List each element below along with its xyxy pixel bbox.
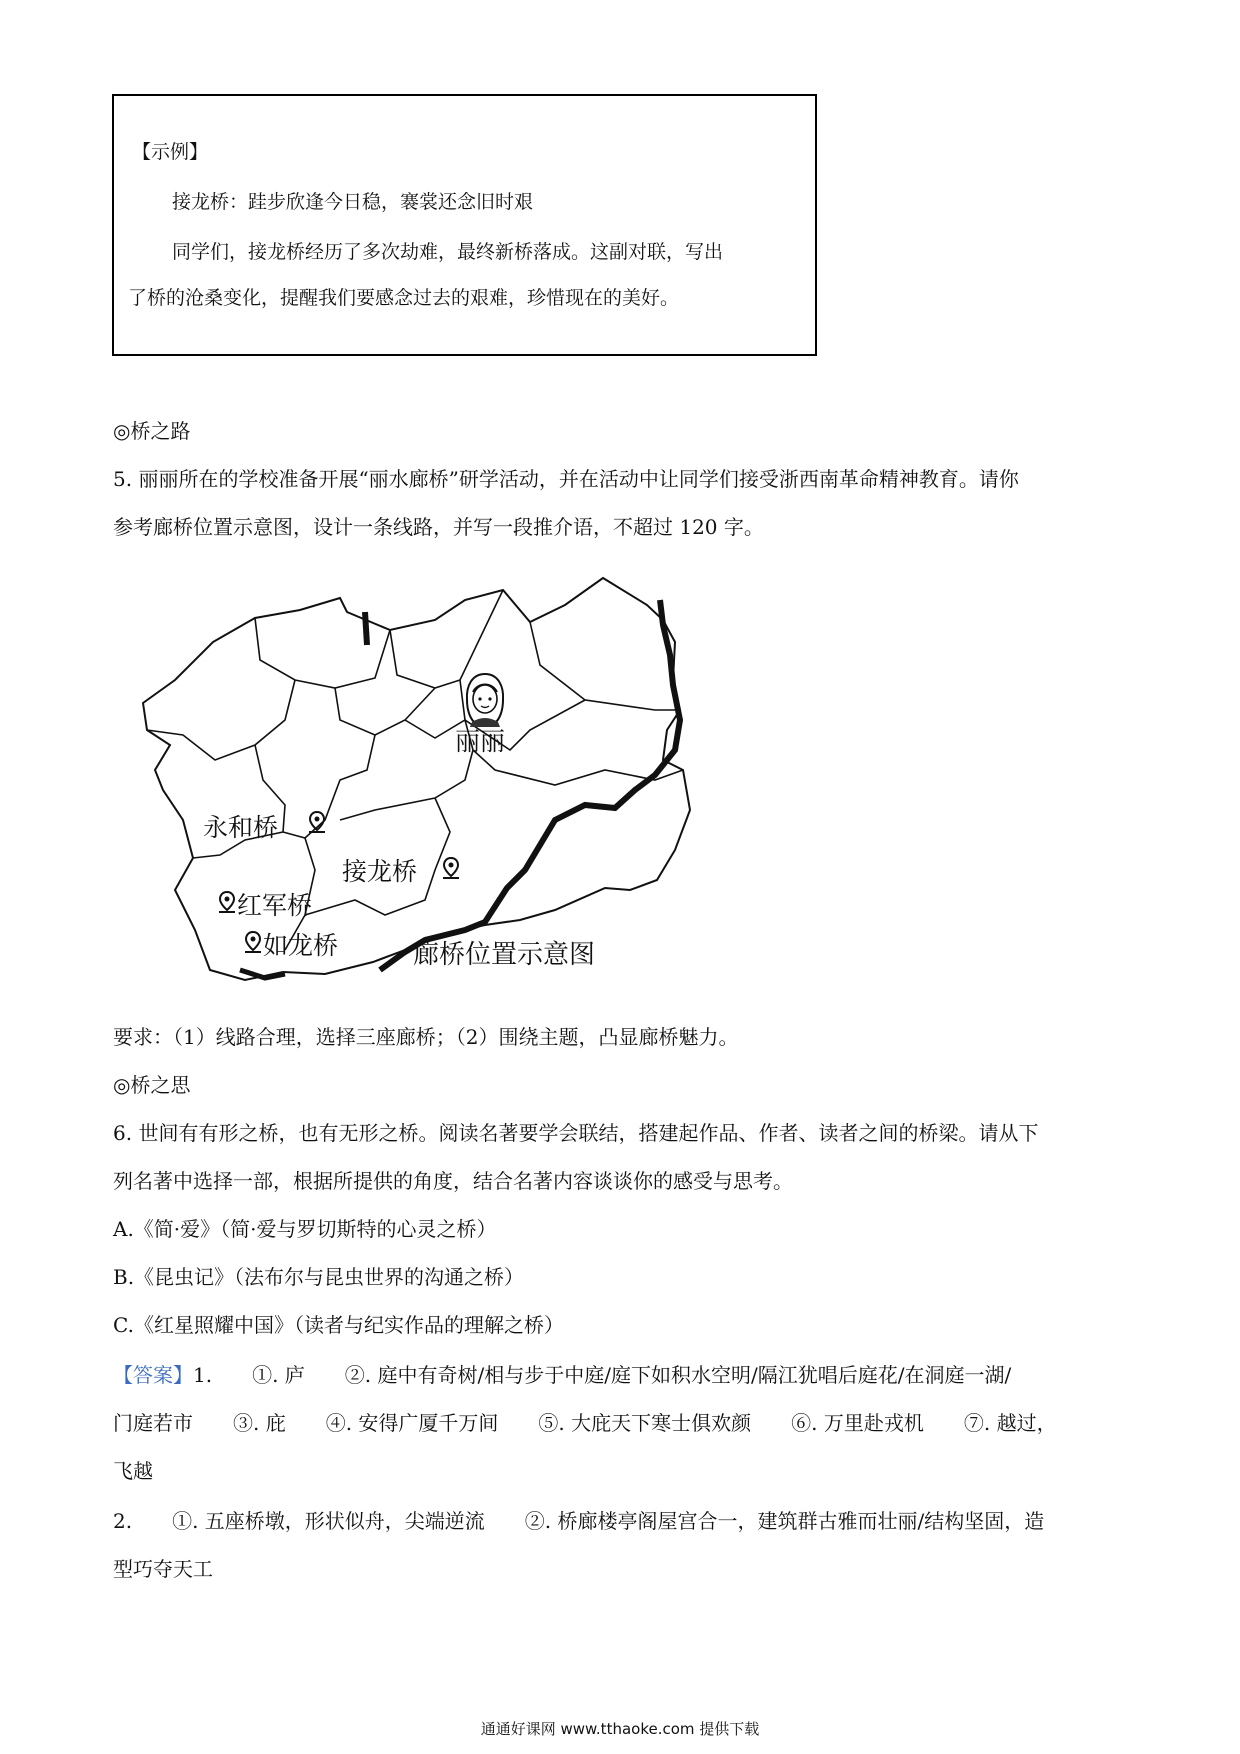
answer-line4: 2. ①. 五座桥墩，形状似舟，尖端逆流 ②. 桥廊楼亭阁屋宫合一，建筑群古雅而壮丽/结构坚固，造	[113, 1509, 1045, 1533]
answer-line1-text: 1. ①. 庐 ②. 庭中有奇树/相与步于中庭/庭下如积水空明/隔江犹唱后庭花/在洞庭一湖/	[193, 1363, 1012, 1387]
location-pin-icon	[217, 890, 237, 918]
question5-line2: 参考廊桥位置示意图，设计一条线路，并写一段推介语，不超过 120 字。	[113, 515, 764, 539]
requirement-text: 要求：（1）线路合理，选择三座廊桥；（2）围绕主题，凸显廊桥魅力。	[113, 1025, 739, 1049]
section-heading-think: ◎桥之思	[113, 1073, 191, 1097]
map-label-lili: 丽丽	[455, 727, 506, 756]
question6-option-a: A.《简·爱》（简·爱与罗切斯特的心灵之桥）	[113, 1217, 497, 1241]
answer-line3: 飞越	[113, 1459, 153, 1483]
map-label-hongjun-bridge: 红军桥	[237, 891, 313, 920]
location-pin-icon	[441, 856, 461, 884]
question6-line2: 列名著中选择一部，根据所提供的角度，结合名著内容谈谈你的感受与思考。	[113, 1169, 793, 1193]
answer-tag: 【答案】	[113, 1363, 193, 1387]
example-paragraph-line1: 同学们，接龙桥经历了多次劫难，最终新桥落成。这副对联，写出	[172, 241, 724, 263]
question6-line1: 6. 世间有有形之桥，也有无形之桥。阅读名著要学会联结，搭建起作品、作者、读者之间的桥梁。请从下	[113, 1121, 1039, 1145]
map-label-rulong-bridge: 如龙桥	[263, 931, 339, 960]
example-heading: 【示例】	[132, 141, 209, 163]
map-outline	[135, 570, 695, 990]
answer-line2: 门庭若市 ③. 庇 ④. 安得广厦千万间 ⑤. 大庇天下寒士俱欢颜 ⑥. 万里赴戎机 ⑦. 越过，	[113, 1411, 1057, 1435]
example-paragraph-line2: 了桥的沧桑变化，提醒我们要感念过去的艰难，珍惜现在的美好。	[128, 287, 680, 309]
answer-line5: 型巧夺天工	[113, 1557, 213, 1581]
question5-line1: 5. 丽丽所在的学校准备开展“丽水廊桥”研学活动，并在活动中让同学们接受浙西南革命精神教育。请你	[113, 467, 1019, 491]
location-pin-icon	[307, 810, 327, 838]
bridge-location-map	[135, 570, 695, 990]
map-label-jielong-bridge: 接龙桥	[342, 857, 418, 886]
location-pin-icon	[243, 930, 263, 958]
page-footer: 通通好课网 www.tthaoke.com 提供下载	[480, 1720, 760, 1738]
section-heading-road: ◎桥之路	[113, 419, 191, 443]
question6-option-b: B.《昆虫记》（法布尔与昆虫世界的沟通之桥）	[113, 1265, 525, 1289]
example-box	[112, 94, 817, 356]
map-title: 廊桥位置示意图	[413, 940, 596, 970]
example-couplet: 接龙桥：跬步欣逢今日稳，褰裳还念旧时艰	[172, 191, 534, 213]
question6-option-c: C.《红星照耀中国》（读者与纪实作品的理解之桥）	[113, 1313, 564, 1337]
person-avatar-icon	[460, 670, 510, 728]
answer-line1	[113, 1362, 1011, 1388]
map-label-yonghe-bridge: 永和桥	[203, 813, 279, 842]
